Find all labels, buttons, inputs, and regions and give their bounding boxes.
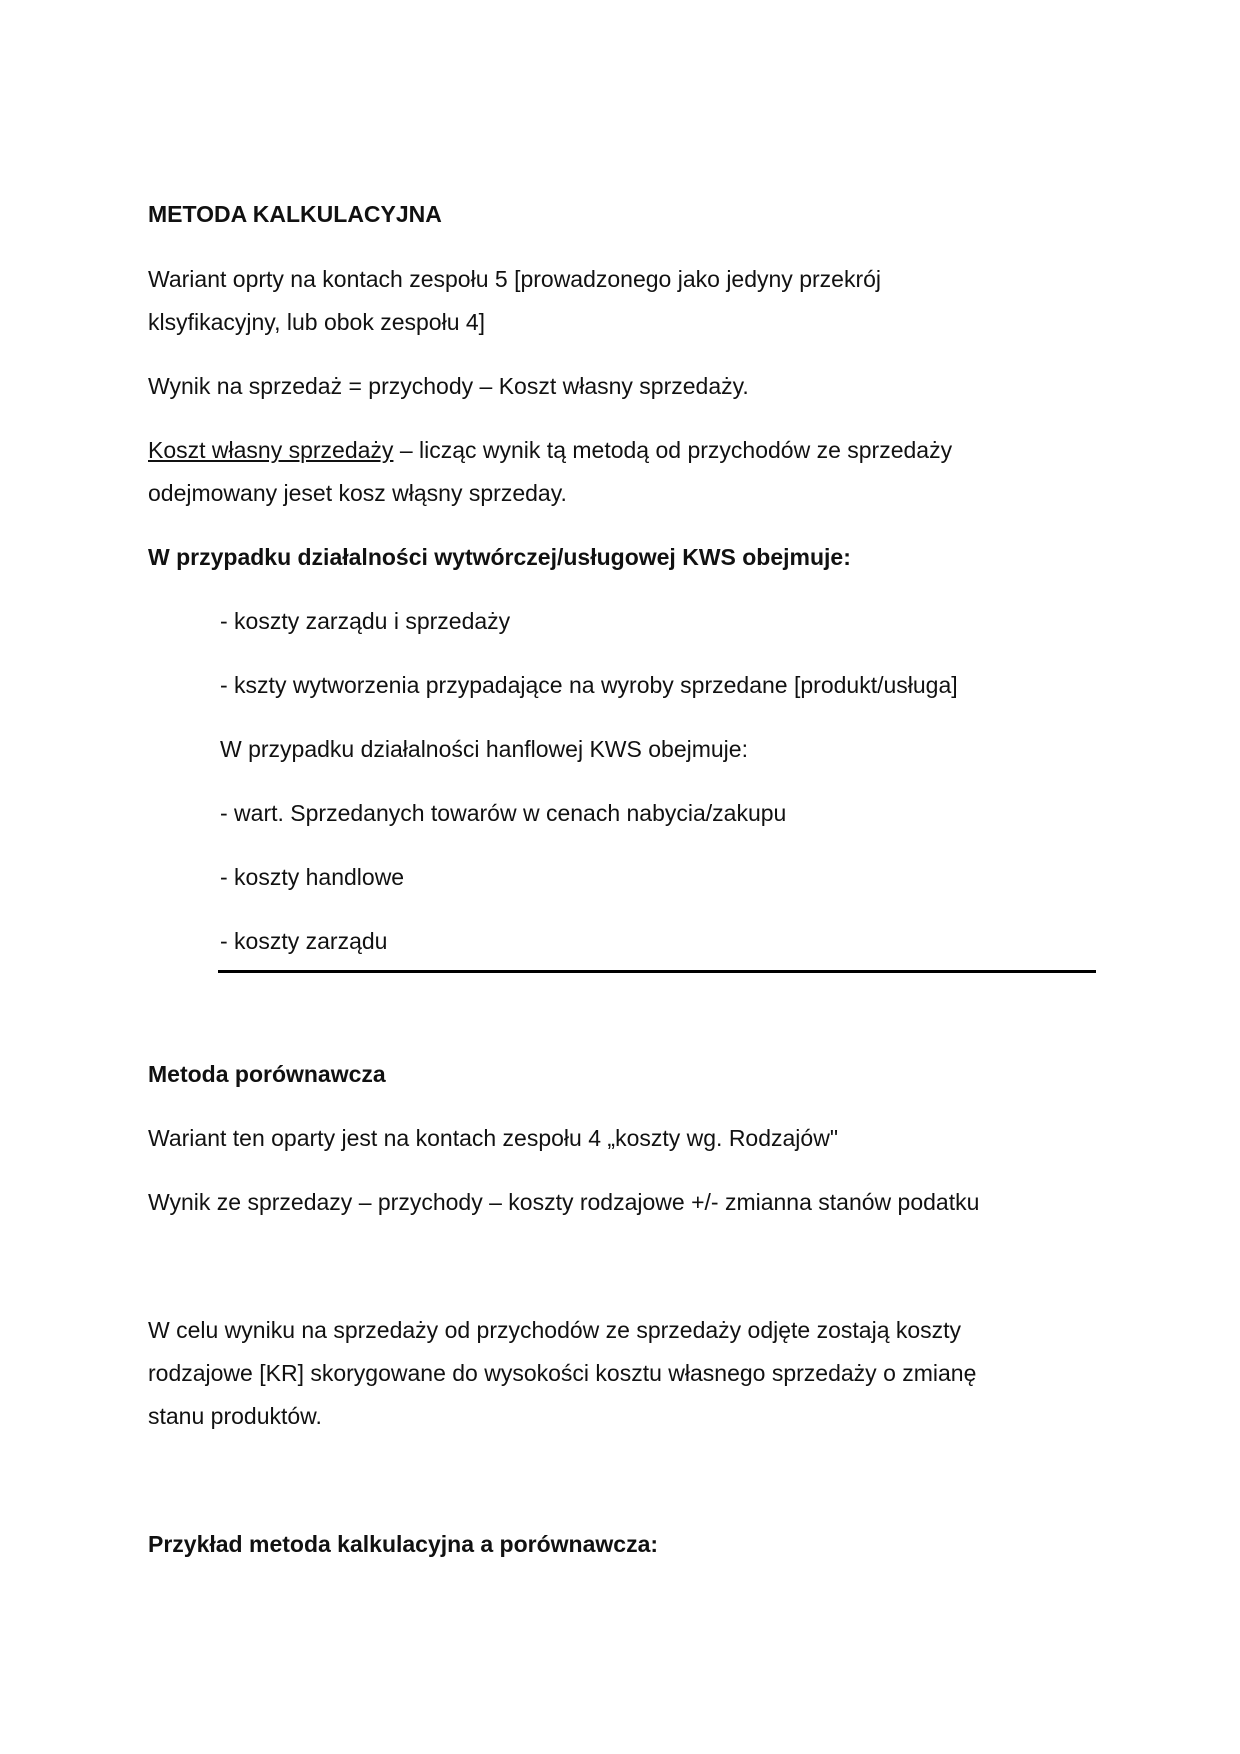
definition-term: Koszt własny sprzedaży <box>148 437 394 463</box>
list-item: - koszty zarządu i sprzedaży <box>220 608 511 634</box>
section-title-kalkulacyjna: METODA KALKULACYJNA <box>148 201 442 227</box>
production-heading: W przypadku działalności wytwórczej/usługowej KWS obejmuje: <box>148 544 851 570</box>
section-title-porownawcza: Metoda porównawcza <box>148 1061 386 1087</box>
definition-line-2: odejmowany jeset kosz włąsny sprzeday. <box>148 480 567 506</box>
list-item: - koszty zarządu <box>220 928 388 954</box>
intro-line-2: klsyfikacyjny, lub obok zespołu 4] <box>148 309 486 335</box>
list-item: - kszty wytworzenia przypadające na wyroby sprzedane [produkt/usługa] <box>220 672 958 698</box>
list-item: - wart. Sprzedanych towarów w cenach nabycia/zakupu <box>220 800 787 826</box>
comparative-line-2: Wynik ze sprzedazy – przychody – koszty rodzajowe +/- zmianna stanów podatku <box>148 1189 980 1215</box>
paragraph-line-1: W celu wyniku na sprzedaży od przychodów ze sprzedaży odjęte zostają koszty <box>148 1317 962 1343</box>
comparative-line-1: Wariant ten oparty jest na kontach zespołu 4 „koszty wg. Rodzajów" <box>148 1125 838 1151</box>
formula-line: Wynik na sprzedaż = przychody – Koszt własny sprzedaży. <box>148 373 749 399</box>
paragraph-line-2: rodzajowe [KR] skorygowane do wysokości kosztu własnego sprzedaży o zmianę <box>148 1360 977 1386</box>
definition-line-1 <box>148 429 952 472</box>
definition-text: – licząc wynik tą metodą od przychodów ze sprzedaży <box>393 437 953 463</box>
list-item: - koszty handlowe <box>220 864 405 890</box>
trade-heading: W przypadku działalności hanflowej KWS obejmuje: <box>220 736 748 762</box>
horizontal-rule <box>218 970 1096 973</box>
section-title-example: Przykład metoda kalkulacyjna a porównawcza: <box>148 1531 659 1557</box>
paragraph-line-3: stanu produktów. <box>148 1403 322 1429</box>
intro-line-1: Wariant oprty na kontach zespołu 5 [prowadzonego jako jedyny przekrój <box>148 266 882 292</box>
